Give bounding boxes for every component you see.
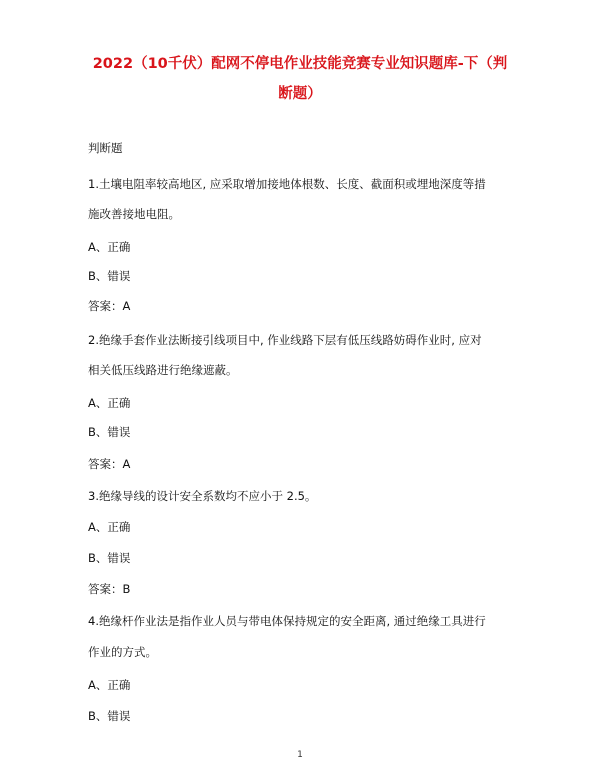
question-3-option-a: A、正确 [88, 520, 131, 534]
document-title-line-2: 断题） [278, 86, 322, 102]
question-3-answer: 答案：B [88, 582, 131, 596]
question-4-text-line-2: 作业的方式。 [88, 645, 157, 659]
question-2-text-line-2: 相关低压线路进行绝缘遮蔽。 [88, 363, 238, 377]
question-2-option-b: B、错误 [88, 425, 131, 439]
question-4-option-b: B、错误 [88, 709, 131, 723]
question-2-option-a: A、正确 [88, 396, 131, 410]
question-1-text-line-1: 1.土壤电阻率较高地区, 应采取增加接地体根数、长度、截面积或埋地深度等措 [88, 177, 486, 191]
question-1-text-line-2: 施改善接地电阻。 [88, 207, 180, 221]
question-4-option-a: A、正确 [88, 678, 131, 692]
question-3-text-line-1: 3.绝缘导线的设计安全系数均不应小于 2.5。 [88, 489, 317, 503]
section-heading: 判断题 [88, 141, 123, 155]
page-number: 1 [297, 750, 303, 760]
question-4-text-line-1: 4.绝缘杆作业法是指作业人员与带电体保持规定的安全距离, 通过绝缘工具进行 [88, 614, 486, 628]
question-2-answer: 答案：A [88, 457, 131, 471]
question-3-option-b: B、错误 [88, 551, 131, 565]
question-1-answer: 答案：A [88, 299, 131, 313]
question-1-option-b: B、错误 [88, 269, 131, 283]
question-1-option-a: A、正确 [88, 240, 131, 254]
question-2-text-line-1: 2.绝缘手套作业法断接引线项目中, 作业线路下层有低压线路妨碍作业时, 应对 [88, 333, 482, 347]
document-title-line-1: 2022（10千伏）配网不停电作业技能竞赛专业知识题库-下（判 [92, 56, 508, 72]
